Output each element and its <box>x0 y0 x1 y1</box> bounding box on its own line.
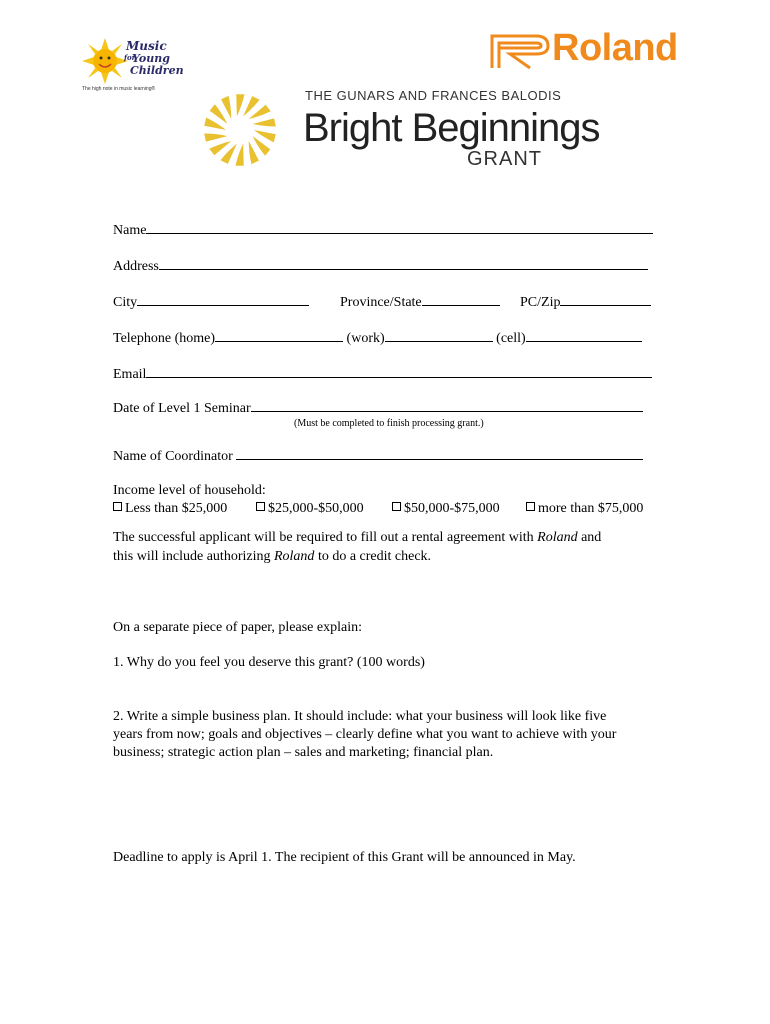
income-option-2[interactable]: $50,000-$75,000 <box>392 500 500 518</box>
myc-logo <box>80 36 190 98</box>
address-label: Address <box>113 259 159 274</box>
checkbox-icon[interactable] <box>392 502 401 511</box>
checkbox-icon[interactable] <box>256 502 265 511</box>
city-row <box>113 292 309 312</box>
myc-line3: Young <box>132 52 170 65</box>
question-2-line-1: 2. Write a simple business plan. It should include: what your business will look like five <box>113 709 607 724</box>
grant-label: GRANT <box>467 148 542 170</box>
pczip-field[interactable] <box>560 292 651 306</box>
coordinator-field[interactable] <box>236 446 643 460</box>
bright-beginnings-logo <box>195 80 600 180</box>
tel-home-label: Telephone (home) <box>113 331 216 346</box>
checkbox-icon[interactable] <box>113 502 122 511</box>
roland-wordmark: Roland <box>552 27 678 69</box>
deadline-text: Deadline to apply is April 1. The recipient of this Grant will be announced in May. <box>113 850 576 865</box>
question-1: 1. Why do you feel you deserve this grant? (100 words) <box>113 655 425 670</box>
name-label: Name <box>113 223 147 238</box>
seminar-field[interactable] <box>251 398 643 412</box>
address-row <box>113 256 648 276</box>
income-option-1[interactable]: $25,000-$50,000 <box>256 500 364 518</box>
grant-sponsor-line: THE GUNARS AND FRANCES BALODIS <box>305 88 562 103</box>
pczip-label: PC/Zip <box>520 295 561 310</box>
tel-work-label: (work) <box>346 331 385 346</box>
sunburst-ray <box>235 144 243 166</box>
name-row <box>113 220 653 240</box>
checkbox-icon[interactable] <box>526 502 535 511</box>
province-label: Province/State <box>340 295 422 310</box>
myc-line4: Children <box>130 64 184 77</box>
sunburst-ray <box>236 94 244 116</box>
myc-line2: for <box>124 53 136 62</box>
income-option-3[interactable]: more than $75,000 <box>526 500 643 518</box>
name-field[interactable] <box>146 220 653 234</box>
explain-instruction: On a separate piece of paper, please explain: <box>113 620 362 635</box>
province-field[interactable] <box>422 292 500 306</box>
roland-logo <box>490 27 705 74</box>
question-2-line-2: years from now; goals and objectives – clearly define what you want to achieve with your <box>113 727 617 742</box>
address-field[interactable] <box>159 256 648 270</box>
sunburst-ray <box>253 118 276 126</box>
tel-cell-label: (cell) <box>496 331 526 346</box>
income-label: Income level of household: <box>113 483 266 498</box>
email-row <box>113 364 652 384</box>
roland-r-mark-icon <box>490 34 552 70</box>
agreement-line-2: this will include authorizing Roland to do a credit check. <box>113 549 432 564</box>
income-option-0[interactable]: Less than $25,000 <box>113 500 227 518</box>
roland-name: Roland <box>537 530 578 545</box>
coordinator-row <box>113 446 643 466</box>
myc-tagline: The high note in music learning® <box>82 86 156 92</box>
question-2-line-3: business; strategic action plan – sales and marketing; financial plan. <box>113 745 494 760</box>
city-label: City <box>113 295 138 310</box>
tel-work-field[interactable] <box>385 328 493 342</box>
grant-title: Bright Beginnings <box>303 106 600 150</box>
seminar-note: (Must be completed to finish processing grant.) <box>294 418 484 429</box>
email-field[interactable] <box>146 364 652 378</box>
city-field[interactable] <box>137 292 309 306</box>
agreement-line-1: The successful applicant will be required to fill out a rental agreement with Roland and <box>113 530 602 545</box>
province-row <box>340 292 500 312</box>
roland-name: Roland <box>273 549 315 564</box>
tel-home-field[interactable] <box>215 328 343 342</box>
seminar-label: Date of Level 1 Seminar <box>113 401 251 416</box>
tel-cell-field[interactable] <box>526 328 642 342</box>
myc-line1: Music <box>126 39 167 53</box>
sunburst-ray <box>204 134 227 142</box>
sun-icon <box>80 36 130 86</box>
telephone-row <box>113 328 642 348</box>
sunburst-icon <box>200 90 280 170</box>
pczip-row <box>520 292 651 312</box>
coordinator-label: Name of Coordinator <box>113 449 233 464</box>
email-label: Email <box>113 367 147 382</box>
